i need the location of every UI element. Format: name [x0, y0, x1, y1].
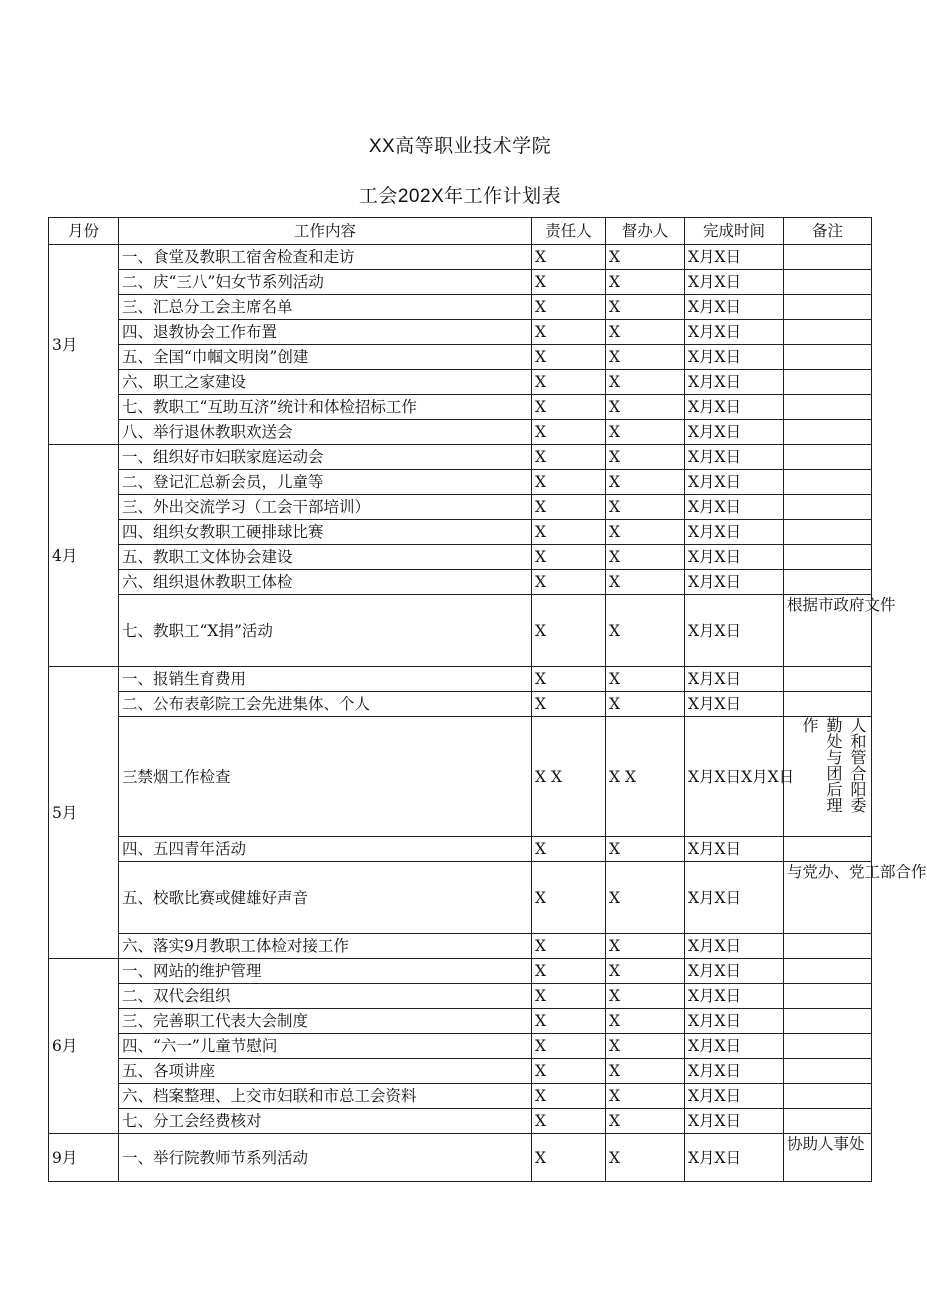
- supervisor-cell: X: [606, 270, 685, 295]
- table-row: [49, 245, 872, 270]
- supervisor-cell: X: [606, 692, 685, 717]
- responsible-cell: X: [532, 270, 606, 295]
- supervisor-cell: X: [606, 570, 685, 595]
- supervisor-cell: X: [606, 837, 685, 862]
- supervisor-cell: X: [606, 862, 685, 934]
- table-row: [49, 420, 872, 445]
- responsible-cell: X: [532, 1009, 606, 1034]
- responsible-cell: X: [532, 667, 606, 692]
- supervisor-cell: X: [606, 595, 685, 667]
- note-cell: [784, 470, 872, 495]
- supervisor-cell: X: [606, 1009, 685, 1034]
- supervisor-cell: X: [606, 320, 685, 345]
- supervisor-cell: X: [606, 295, 685, 320]
- note-cell: [784, 1084, 872, 1109]
- responsible-cell: X: [532, 984, 606, 1009]
- responsible-cell: X: [532, 420, 606, 445]
- supervisor-cell: X: [606, 1109, 685, 1134]
- time-cell: X月X日: [685, 520, 784, 545]
- task-content: 四、“六一”儿童节慰问: [119, 1034, 532, 1059]
- header-month: 月份: [49, 218, 119, 245]
- task-content: 五、校歌比赛或健雄好声音: [119, 862, 532, 934]
- responsible-cell: X: [532, 595, 606, 667]
- note-cell: [784, 520, 872, 545]
- time-cell: X月X日: [685, 345, 784, 370]
- note-cell: [784, 984, 872, 1009]
- task-content: 五、教职工文体协会建设: [119, 545, 532, 570]
- task-content: 二、庆“三八”妇女节系列活动: [119, 270, 532, 295]
- task-content: 六、落实9月教职工体检对接工作: [119, 934, 532, 959]
- note-cell: [784, 934, 872, 959]
- time-cell: X月X日: [685, 1034, 784, 1059]
- table-row: [49, 370, 872, 395]
- note-cell: [784, 295, 872, 320]
- supervisor-cell: X: [606, 984, 685, 1009]
- supervisor-cell: X: [606, 395, 685, 420]
- responsible-cell: X: [532, 545, 606, 570]
- table-row: [49, 295, 872, 320]
- supervisor-cell: X: [606, 345, 685, 370]
- supervisor-cell: X: [606, 1034, 685, 1059]
- time-cell: X月X日: [685, 934, 784, 959]
- task-content: 四、组织女教职工硬排球比赛: [119, 520, 532, 545]
- note-cell: [784, 395, 872, 420]
- time-cell: X月X日: [685, 495, 784, 520]
- note-cell: [784, 545, 872, 570]
- header-content: 工作内容: [119, 218, 532, 245]
- table-row: [49, 470, 872, 495]
- note-cell: [784, 717, 872, 837]
- supervisor-cell: X: [606, 520, 685, 545]
- table-row: [49, 1059, 872, 1084]
- responsible-cell: X: [532, 520, 606, 545]
- supervisor-cell: X: [606, 1084, 685, 1109]
- task-content: 一、食堂及教职工宿舍检查和走访: [119, 245, 532, 270]
- responsible-cell: X: [532, 959, 606, 984]
- time-cell: X月X日: [685, 470, 784, 495]
- task-content: 七、分工会经费核对: [119, 1109, 532, 1134]
- table-title: 工会202X年工作计划表: [358, 186, 562, 207]
- responsible-cell: X: [532, 295, 606, 320]
- note-cell: [784, 445, 872, 470]
- note-cell: [784, 837, 872, 862]
- time-cell: X月X日: [685, 1009, 784, 1034]
- month-cell-june: 6月: [49, 959, 119, 1134]
- table-row: [49, 692, 872, 717]
- task-content: 五、全国“巾帼文明岗”创建: [119, 345, 532, 370]
- task-content: 七、教职工“互助互济”统计和体检招标工作: [119, 395, 532, 420]
- responsible-cell: X: [532, 245, 606, 270]
- supervisor-cell: X: [606, 495, 685, 520]
- header-responsible: 责任人: [532, 218, 606, 245]
- table-row: [49, 862, 872, 934]
- task-content: 三、汇总分工会主席名单: [119, 295, 532, 320]
- supervisor-cell: X: [606, 245, 685, 270]
- note-column: 人和管合阳委: [848, 717, 867, 813]
- supervisor-cell: X: [606, 370, 685, 395]
- work-plan-table: [48, 217, 927, 1182]
- supervisor-cell: X: [606, 667, 685, 692]
- supervisor-cell: X: [606, 420, 685, 445]
- note-cell: [784, 1109, 872, 1134]
- responsible-cell: X: [532, 1109, 606, 1134]
- time-cell: X月X日: [685, 837, 784, 862]
- responsible-cell: X: [532, 370, 606, 395]
- task-content: 五、各项讲座: [119, 1059, 532, 1084]
- month-cell-april: 4月: [49, 445, 119, 667]
- responsible-cell: X: [532, 320, 606, 345]
- note-cell: [784, 245, 872, 270]
- time-cell: X月X日: [685, 545, 784, 570]
- time-cell: X月X日: [685, 1109, 784, 1134]
- time-cell: X月X日: [685, 320, 784, 345]
- task-content: 六、档案整理、上交市妇联和市总工会资料: [119, 1084, 532, 1109]
- table-row: [49, 320, 872, 345]
- note-cell: [784, 667, 872, 692]
- note-cell: [784, 495, 872, 520]
- supervisor-cell: X: [606, 959, 685, 984]
- note-column: 作: [800, 717, 819, 733]
- responsible-cell: X X: [532, 717, 606, 837]
- responsible-cell: X: [532, 445, 606, 470]
- responsible-cell: X: [532, 692, 606, 717]
- task-content: 四、五四青年活动: [119, 837, 532, 862]
- time-cell: X月X日: [685, 245, 784, 270]
- table-row: [49, 1009, 872, 1034]
- note-cell: [784, 959, 872, 984]
- time-cell: X月X日: [685, 570, 784, 595]
- supervisor-cell: X: [606, 445, 685, 470]
- month-cell-september: 9月: [49, 1134, 119, 1182]
- responsible-cell: X: [532, 495, 606, 520]
- table-row: [49, 595, 872, 667]
- table-row: [49, 1109, 872, 1134]
- time-cell: X月X日: [685, 692, 784, 717]
- month-cell-march: 3月: [49, 245, 119, 445]
- table-row: [49, 545, 872, 570]
- table-row: [49, 520, 872, 545]
- header-supervisor: 督办人: [606, 218, 685, 245]
- task-content: 一、组织好市妇联家庭运动会: [119, 445, 532, 470]
- time-cell: X月X日: [685, 445, 784, 470]
- table-row: [49, 270, 872, 295]
- time-cell: X月X日X月X日: [685, 717, 784, 837]
- note-cell: [784, 1009, 872, 1034]
- time-cell: X月X日: [685, 270, 784, 295]
- note-cell: [784, 370, 872, 395]
- task-content: 二、公布表彰院工会先进集体、个人: [119, 692, 532, 717]
- supervisor-cell: X: [606, 934, 685, 959]
- note-cell: [784, 345, 872, 370]
- responsible-cell: X: [532, 395, 606, 420]
- header-row: [49, 218, 872, 245]
- table-row: [49, 1084, 872, 1109]
- task-content: 六、职工之家建设: [119, 370, 532, 395]
- supervisor-cell: X: [606, 545, 685, 570]
- header-time: 完成时间: [685, 218, 784, 245]
- note-cell: [784, 420, 872, 445]
- responsible-cell: X: [532, 1034, 606, 1059]
- responsible-cell: X: [532, 1134, 606, 1182]
- task-content: 一、报销生育费用: [119, 667, 532, 692]
- time-cell: X月X日: [685, 595, 784, 667]
- note-cell: [784, 1059, 872, 1084]
- header-note: 备注: [784, 218, 872, 245]
- note-cell: [784, 1034, 872, 1059]
- table-row: [49, 495, 872, 520]
- time-cell: X月X日: [685, 1134, 784, 1182]
- task-content: 二、双代会组织: [119, 984, 532, 1009]
- note-cell: [784, 570, 872, 595]
- time-cell: X月X日: [685, 862, 784, 934]
- responsible-cell: X: [532, 345, 606, 370]
- time-cell: X月X日: [685, 1084, 784, 1109]
- table-row: [49, 1034, 872, 1059]
- table-row: [49, 1134, 872, 1182]
- note-column: 勤处与团后理: [824, 717, 843, 813]
- month-cell-may: 5月: [49, 667, 119, 959]
- vertical-note: [787, 717, 868, 835]
- table-row: [49, 570, 872, 595]
- table-row: [49, 837, 872, 862]
- table-row: [49, 345, 872, 370]
- time-cell: X月X日: [685, 959, 784, 984]
- responsible-cell: X: [532, 470, 606, 495]
- task-content: 一、网站的维护管理: [119, 959, 532, 984]
- note-cell: 协助人事处: [784, 1134, 872, 1182]
- time-cell: X月X日: [685, 370, 784, 395]
- table-row: [49, 934, 872, 959]
- supervisor-cell: X: [606, 1134, 685, 1182]
- task-content: 六、组织退休教职工体检: [119, 570, 532, 595]
- note-cell: [784, 320, 872, 345]
- time-cell: X月X日: [685, 420, 784, 445]
- time-cell: X月X日: [685, 295, 784, 320]
- responsible-cell: X: [532, 862, 606, 934]
- table-row: [49, 667, 872, 692]
- time-cell: X月X日: [685, 984, 784, 1009]
- task-content: 四、退教协会工作布置: [119, 320, 532, 345]
- time-cell: X月X日: [685, 1059, 784, 1084]
- note-cell: 与党办、党工部合作: [784, 862, 872, 934]
- supervisor-cell: X X: [606, 717, 685, 837]
- time-cell: X月X日: [685, 667, 784, 692]
- table-row: [49, 717, 872, 837]
- task-content: 八、举行退休教职欢送会: [119, 420, 532, 445]
- document-title: XX高等职业技术学院: [368, 136, 552, 157]
- supervisor-cell: X: [606, 470, 685, 495]
- task-content: 三、完善职工代表大会制度: [119, 1009, 532, 1034]
- responsible-cell: X: [532, 837, 606, 862]
- note-cell: [784, 692, 872, 717]
- responsible-cell: X: [532, 1059, 606, 1084]
- responsible-cell: X: [532, 934, 606, 959]
- task-content: 三禁烟工作检查: [119, 717, 532, 837]
- note-cell: [784, 270, 872, 295]
- note-cell: 根据市政府文件: [784, 595, 872, 667]
- supervisor-cell: X: [606, 1059, 685, 1084]
- task-content: 三、外出交流学习（工会干部培训）: [119, 495, 532, 520]
- table-row: [49, 445, 872, 470]
- responsible-cell: X: [532, 1084, 606, 1109]
- task-content: 七、教职工“X捐”活动: [119, 595, 532, 667]
- time-cell: X月X日: [685, 395, 784, 420]
- table-row: [49, 959, 872, 984]
- table-row: [49, 984, 872, 1009]
- responsible-cell: X: [532, 570, 606, 595]
- task-content: 一、举行院教师节系列活动: [119, 1134, 532, 1182]
- table-row: [49, 395, 872, 420]
- task-content: 二、登记汇总新会员，儿童等: [119, 470, 532, 495]
